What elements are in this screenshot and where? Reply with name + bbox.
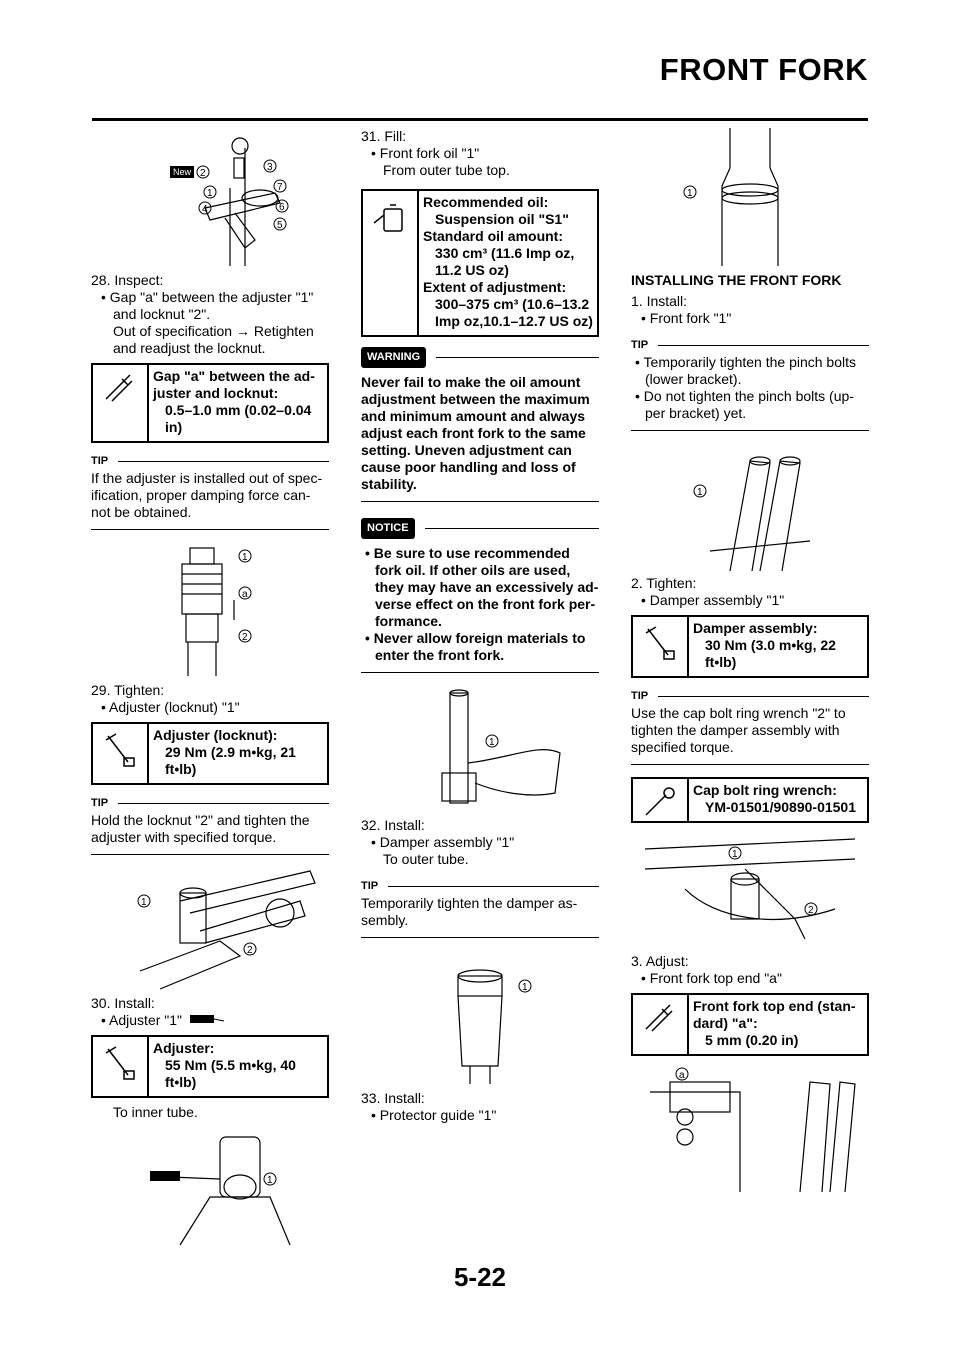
tip-label: TIP — [631, 337, 869, 354]
figure-front-fork-install — [670, 441, 830, 571]
tip-text: Hold the locknut "2" and tighten the adjuster with specified torque. — [91, 812, 329, 855]
step-1: 1. Install: • Front fork "1" — [631, 293, 732, 326]
figure-inner-tube — [110, 1127, 310, 1247]
svg-text:1: 1 — [732, 849, 738, 860]
spec-tool: Cap bolt ring wrench: YM-01501/90890-01501 — [631, 777, 869, 823]
svg-text:1: 1 — [267, 1175, 273, 1186]
step-31: 31. Fill: • Front fork oil "1" From outer tube top. — [361, 128, 510, 178]
figure-fork-top-end — [640, 1062, 860, 1192]
svg-text:6: 6 — [279, 202, 285, 213]
figure-adjuster-wrench — [100, 861, 320, 991]
svg-text:1: 1 — [687, 188, 693, 199]
svg-text:1: 1 — [522, 982, 528, 993]
column-2 — [361, 128, 599, 1124]
tip-label: TIP — [361, 878, 599, 895]
header-rule — [92, 118, 868, 121]
spec-top-end: Front fork top end (stan-dard) "a": 5 mm (0.20 in) — [631, 993, 869, 1056]
grease-icon — [186, 1013, 226, 1025]
svg-text:1: 1 — [242, 552, 248, 563]
figure-damper-assembly — [380, 683, 580, 813]
torque-wrench-icon — [102, 730, 138, 770]
notice-text: • Be sure to use recommended fork oil. If other oils are used, they may have an excessively ad-verse effect on the front fork per-formance. • Never allow foreign materials to enter the front fork. — [361, 539, 599, 673]
svg-text:2: 2 — [247, 945, 253, 956]
step-28: 28. Inspect: • Gap "a" between the adjuster "1" and locknut "2". Out of specification → Retighten and readjust the locknut. — [91, 272, 314, 356]
caliper-icon — [642, 1001, 678, 1037]
torque-wrench-icon — [642, 623, 678, 663]
tip-label: TIP — [91, 453, 329, 470]
warning-header — [361, 347, 599, 368]
oil-can-icon — [370, 197, 410, 237]
svg-text:1: 1 — [141, 897, 147, 908]
figure-outer-tube — [670, 128, 830, 268]
tip-label: TIP — [91, 795, 329, 812]
tip-text: • Temporarily tighten the pinch bolts (lower bracket). • Do not tighten the pinch bolts (up-per bracket) yet. — [631, 354, 869, 431]
warning-badge: WARNING — [361, 347, 426, 368]
svg-text:1: 1 — [207, 188, 213, 199]
svg-text:4: 4 — [202, 204, 208, 215]
section-title: INSTALLING THE FRONT FORK — [631, 272, 842, 288]
spec-locknut: Adjuster (locknut): 29 Nm (2.9 m•kg, 21 ft•lb) — [91, 722, 329, 785]
spec-damper: Damper assembly: 30 Nm (3.0 m•kg, 22 ft•lb) — [631, 615, 869, 678]
svg-text:2: 2 — [808, 905, 814, 916]
figure-adjuster-locknut — [130, 128, 290, 268]
column-3 — [631, 128, 869, 1192]
caliper-icon — [102, 371, 138, 407]
tip-label: TIP — [631, 688, 869, 705]
warning-text: Never fail to make the oil amount adjustment between the maximum and minimum amount and always adjust each front fork to the same setting. Uneven adjustment can cause poor handling and loss of stability. — [361, 368, 599, 502]
notice-header — [361, 518, 599, 539]
page-number: 5-22 — [453, 1262, 507, 1292]
tip-text: If the adjuster is installed out of spec-ification, proper damping force can-not be obtained. — [91, 470, 329, 530]
figure-cap-bolt-wrench — [635, 829, 865, 949]
step-2: 2. Tighten: • Damper assembly "1" — [631, 575, 785, 608]
spec-oil: Recommended oil: Suspension oil "S1" Standard oil amount: 330 cm³ (11.6 Imp oz, 11.2 US oz) Extent of adjustment: 300–375 cm³ (10.6–13.2 Imp oz,10.1–12.7 US oz) — [361, 189, 599, 337]
step-3: 3. Adjust: • Front fork top end "a" — [631, 953, 782, 986]
svg-text:a: a — [679, 1070, 685, 1081]
svg-text:5: 5 — [277, 220, 283, 231]
page-title: FRONT FORK — [659, 52, 868, 87]
tip-text: Use the cap bolt ring wrench "2" to tighten the damper assembly with specified torque. — [631, 705, 869, 765]
step-30: 30. Install: • Adjuster "1" — [91, 995, 329, 1029]
tip-text: Temporarily tighten the damper as-sembly. — [361, 895, 599, 938]
svg-text:3: 3 — [267, 162, 273, 173]
torque-wrench-icon — [102, 1043, 138, 1083]
svg-text:1: 1 — [697, 487, 703, 498]
figure-protector-guide — [400, 946, 560, 1086]
spec-adjuster: Adjuster: 55 Nm (5.5 m•kg, 40 ft•lb) — [91, 1035, 329, 1098]
step-32: 32. Install: • Damper assembly "1" To outer tube. — [361, 817, 515, 867]
svg-text:2: 2 — [200, 168, 206, 179]
step-33: 33. Install: • Protector guide "1" — [361, 1090, 497, 1123]
svg-text:1: 1 — [489, 737, 495, 748]
svg-text:2: 2 — [242, 632, 248, 643]
notice-badge: NOTICE — [361, 518, 415, 539]
spec-gap: Gap "a" between the ad-juster and locknut: 0.5–1.0 mm (0.02–0.04 in) — [91, 363, 329, 443]
step-29: 29. Tighten: • Adjuster (locknut) "1" — [91, 682, 240, 715]
column-1: New 2 3 1 4 7 6 5 28. Inspect: • Gap "a" between the adjuster "1" and locknut "2". Out of specification → Retighten and readjust the locknut. Gap "a" between the ad-juster and locknut: 0.5–1.0 mm (0.02–0.04 in) TIP If the adjuster is installed out of spec-ification, proper damping force can-not be obtained. 1 a 2 29. Tighten: • Adjuster (locknut) "1" Adjuster (locknut): 29 Nm (2.9 m•kg, 21 ft•lb) TIP Hold the locknut "2" and tighten the adjuster with specified torque. 1 2 30. Install: • Adjuster "1" Adjuster: 55 Nm (5.5 m•kg, 40 ft•lb) To inner tube. 1 — [91, 128, 329, 1247]
svg-text:7: 7 — [277, 182, 283, 193]
svg-text:a: a — [242, 589, 248, 600]
wrench-tool-icon — [642, 785, 678, 821]
figure-adjuster-gap — [130, 538, 290, 678]
new-badge: New — [172, 167, 192, 177]
